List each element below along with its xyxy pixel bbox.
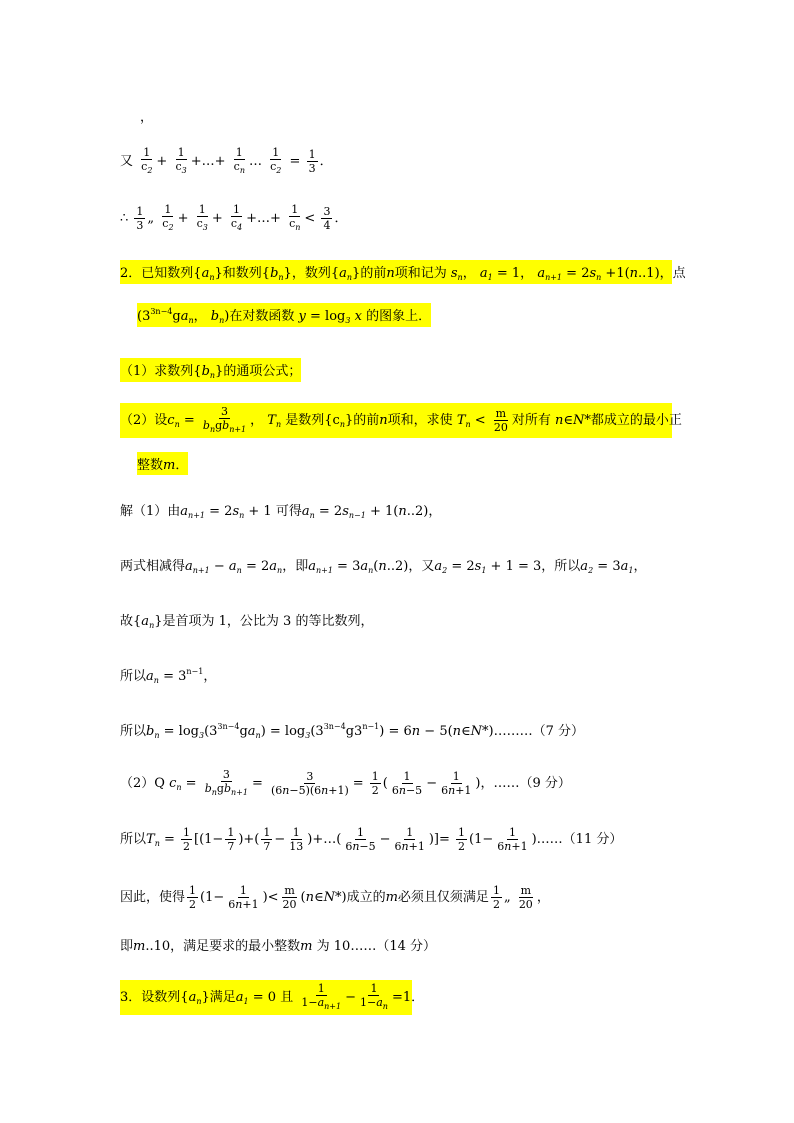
t: ， xyxy=(428,504,442,519)
solution-4: 所以$a_n = 3^{n-1}$， xyxy=(120,667,217,685)
t: 所以 xyxy=(120,724,147,739)
t: （2）设 xyxy=(120,413,168,428)
t: ，数列 xyxy=(291,266,331,281)
t: ……（7 分） xyxy=(506,724,585,739)
t: ，所以 xyxy=(541,559,581,574)
problem-3: 3．设数列$\{a_n\}$满足$a_1 = 0$ 且 $\frac{1}{1-a_{n+1}}$ − $\frac{1}{1-a_n}$ =1． xyxy=(120,980,412,1015)
end: ． xyxy=(334,211,348,226)
question-2-line-1: （2）设$c_n$ = $\frac{3}{b_ngb_{n+1}}$ ， $T_n$ 是数列$\{c_n\}$的前n项和，求使 $T_n$ < $\frac{m}{20}$ 对所有 n∈N*都成立的最小正 xyxy=(120,403,672,438)
t: ， xyxy=(462,266,476,281)
t: ，点 xyxy=(659,266,686,281)
t: 可得 xyxy=(275,504,302,519)
t: 3．设数列 xyxy=(120,990,181,1005)
sum-line-1: 又 $\frac{1}{c_2}$ + $\frac{1}{c_3}$ +…+ $\frac{1}{c_n}$ … $\frac{1}{c_2}$ = $\frac{1}{3}$ ． xyxy=(120,146,333,175)
t: （2） xyxy=(120,776,155,791)
t: 在对数函数 xyxy=(229,309,295,324)
t: 故 xyxy=(120,614,134,629)
therefore: ∴ xyxy=(120,211,129,226)
t: ……（11 分） xyxy=(536,832,623,847)
t: 2．已知数列 xyxy=(120,266,194,281)
t: ，满足要求的最小整数 xyxy=(170,939,301,954)
t: ， xyxy=(250,413,264,428)
solution-9: 即m..10，满足要求的最小整数m 为 10……（14 分） xyxy=(120,939,436,954)
t: ，……（9 分） xyxy=(480,776,571,791)
solution-3: 故$\{a_n\}$是首项为 1，公比为 3 的等比数列， xyxy=(120,614,374,630)
t: ， xyxy=(536,890,550,905)
t: ， xyxy=(520,266,534,281)
t: ， xyxy=(633,559,647,574)
t: ． xyxy=(175,458,189,473)
problem-2-line-2: ($3^{3n-4}ga_n$， $b_n$)在对数函数 $y = \log_3 x$ 的图象上． xyxy=(137,303,431,327)
eq: = xyxy=(289,154,301,169)
t: 是数列 xyxy=(285,413,325,428)
end: ． xyxy=(319,154,333,169)
t: 项和，求使 xyxy=(387,413,453,428)
stray-comma: ， xyxy=(140,110,154,125)
t: 的通项公式； xyxy=(223,364,302,379)
t: （1）求数列 xyxy=(120,364,194,379)
t: 是首项为 1，公比为 3 的等比数列， xyxy=(162,614,374,629)
t: ，又 xyxy=(408,559,435,574)
t: 所以 xyxy=(120,832,147,847)
t: 对所有 xyxy=(511,413,551,428)
t: 项和记为 xyxy=(394,266,447,281)
t: 和数列 xyxy=(222,266,262,281)
sum-line-2: ∴ $\frac{1}{3}$ „ $\frac{1}{c_2}$ + $\frac{1}{c_3}$ + $\frac{1}{c_4}$ +…+ $\frac{1}{c_n}$ < $\frac{3}{4}$ ． xyxy=(120,203,348,232)
solution-6: （2）Q $c_n$ = $\frac{3}{b_ngb_{n+1}}$ = $\frac{3}{(6n-5)(6n+1)}$ = $\frac{1}{2}$ ( $\frac{1}{6n-5}$ − $\frac{1}{6n+1}$ )，……（9 分） xyxy=(120,768,571,797)
problem-2-line-1: 2．已知数列$\{a_n\}$和数列$\{b_n\}$，数列$\{a_n\}$的前n项和记为 $s_n$， $a_1 = 1$， $a_{n+1} = 2s_n +1(n..1)$，点 xyxy=(120,260,672,284)
t: ，即 xyxy=(282,559,309,574)
t: 的图象上． xyxy=(366,309,432,324)
t: 且 xyxy=(280,990,294,1005)
question-1: （1）求数列$\{b_n\}$的通项公式； xyxy=(120,358,301,382)
t: 解（1）由 xyxy=(120,504,181,519)
t: 为 10……（14 分） xyxy=(316,939,436,954)
t: 的前 xyxy=(360,266,387,281)
t: 即 xyxy=(120,939,134,954)
t: 必须且仅须满足 xyxy=(397,890,489,905)
solution-2: 两式相减得$a_{n+1} - a_n = 2a_n$，即$a_{n+1} = 3a_n(n..2)$，又$a_2 = 2s_1 + 1 = 3$，所以$a_2 = 3a_1$， xyxy=(120,559,647,575)
t: 整数 xyxy=(137,458,164,473)
t: 都成立的最小正 xyxy=(590,413,682,428)
solution-8: 因此，使得 $\frac{1}{2}$ (1− $\frac{1}{6n+1}$ )< $\frac{m}{20}$ (n∈N*)成立的m必须且仅须满足 $\frac{1}{2}$ „ $\frac{m}{20}$ ， xyxy=(120,884,550,911)
t: 的前 xyxy=(353,413,380,428)
t: ． xyxy=(411,990,425,1005)
solution-7: 所以$T_n$ = $\frac{1}{2}$ [(1− $\frac{1}{7}$ )+( $\frac{1}{7}$ − $\frac{1}{13}$ )+…( $\frac{1}{6n-5}$ − $\frac{1}{6n+1}$ )]= $\frac{1}{2}$ (1− $\frac{1}{6n+1}$ )……（11 分） xyxy=(120,826,623,853)
t: 因此，使得 xyxy=(120,890,186,905)
question-2-line-2: 整数m． xyxy=(137,452,188,475)
t: ， xyxy=(193,309,207,324)
t: 两式相减得 xyxy=(120,559,186,574)
text: 又 xyxy=(120,154,134,169)
solution-1: 解（1）由$a_{n+1} = 2s_n + 1$ 可得$a_n = 2s_{n-1} + 1(n..2)$， xyxy=(120,504,442,520)
t: 满足 xyxy=(209,990,236,1005)
t: ， xyxy=(203,669,217,684)
t: 所以 xyxy=(120,669,147,684)
t: 成立的 xyxy=(346,890,386,905)
solution-5: 所以$b_n = \log_3(3^{3n-4}ga_n) = \log_3(3^{3n-4}g3^{n-1}) = 6n$ − 5(n∈N*)………（7 分） xyxy=(120,722,585,740)
